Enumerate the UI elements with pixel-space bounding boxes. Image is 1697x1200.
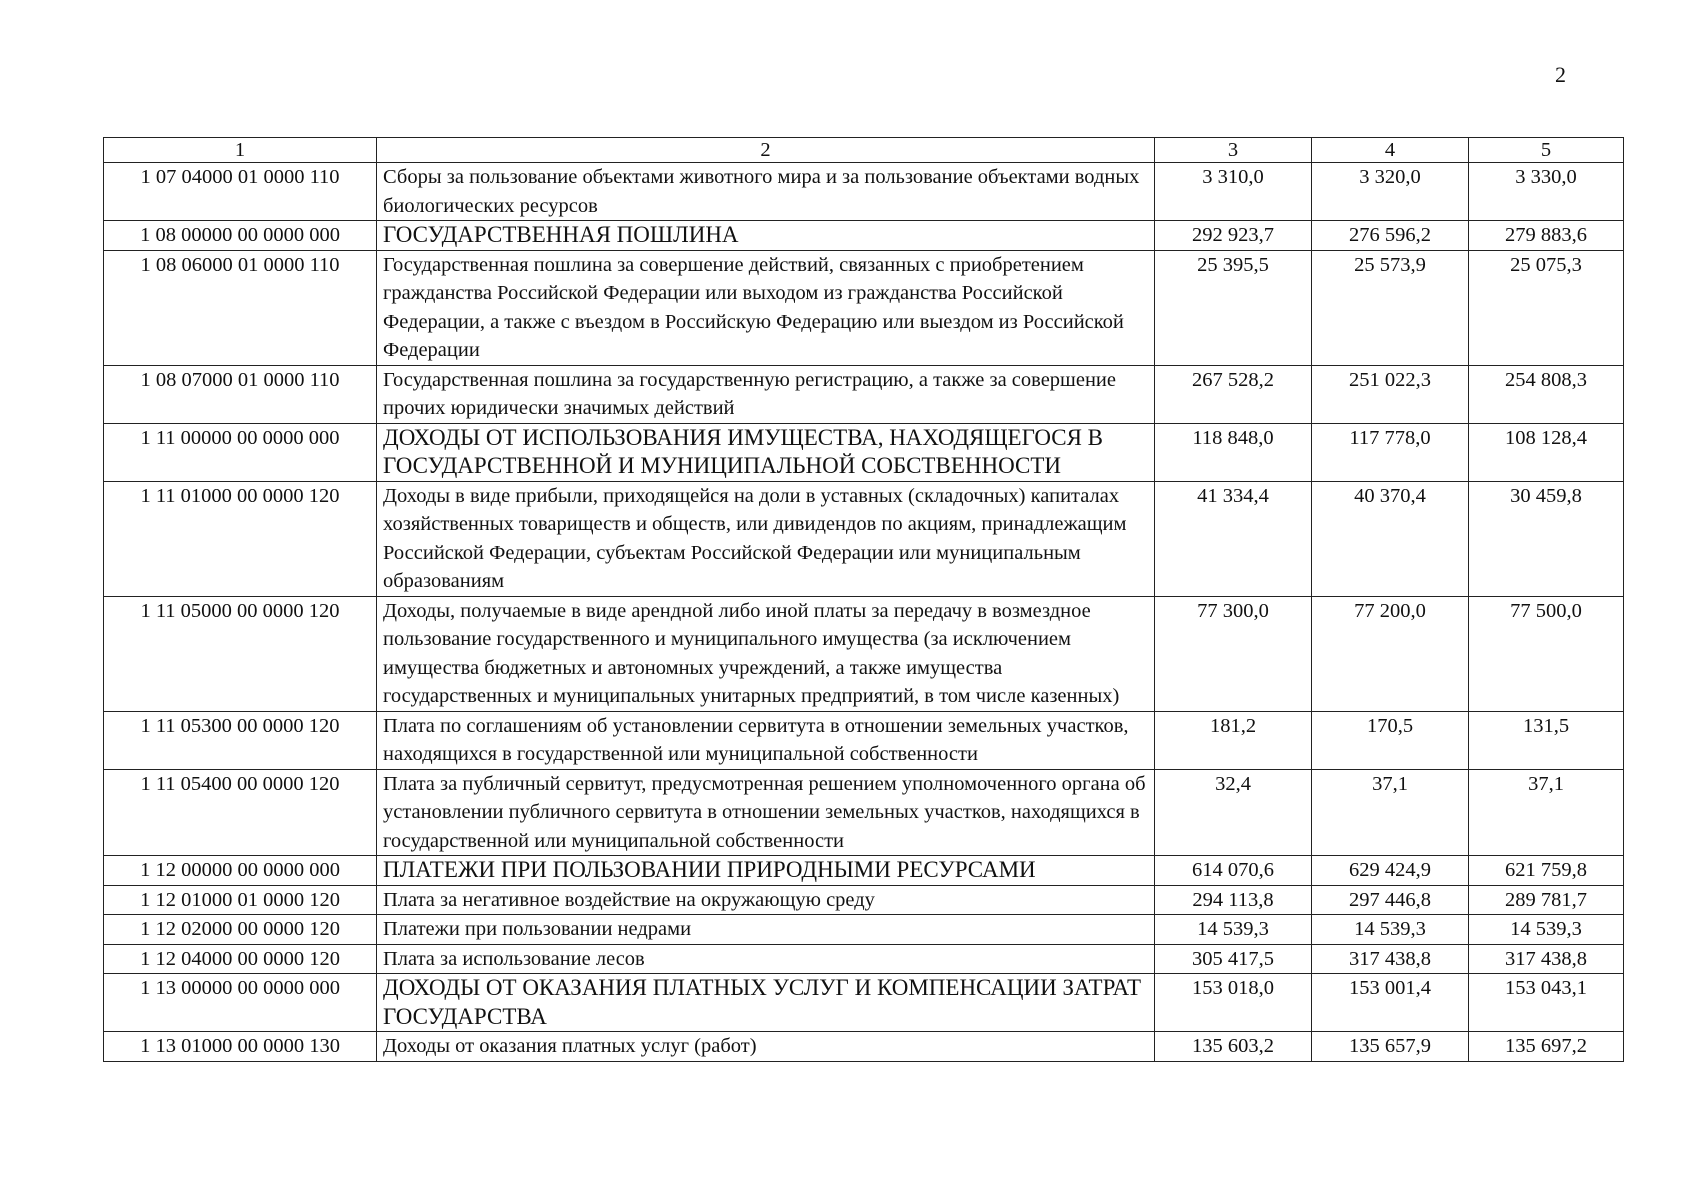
header-row <box>104 138 1624 163</box>
value-col-4: 153 001,4 <box>1312 974 1469 1032</box>
value-col-5: 621 759,8 <box>1469 856 1624 886</box>
value-col-4: 77 200,0 <box>1312 596 1469 711</box>
value-col-3: 77 300,0 <box>1155 596 1312 711</box>
kbk-code: 1 11 01000 00 0000 120 <box>104 481 377 596</box>
value-col-4: 117 778,0 <box>1312 423 1469 481</box>
revenue-name: Плата за использование лесов <box>377 944 1155 974</box>
kbk-code: 1 12 04000 00 0000 120 <box>104 944 377 974</box>
table-row <box>104 856 1624 886</box>
value-col-4: 629 424,9 <box>1312 856 1469 886</box>
value-col-5: 108 128,4 <box>1469 423 1624 481</box>
value-col-4: 3 320,0 <box>1312 163 1469 221</box>
value-col-5: 37,1 <box>1469 769 1624 856</box>
value-col-5: 153 043,1 <box>1469 974 1624 1032</box>
revenue-name: Доходы в виде прибыли, приходящейся на доли в уставных (складочных) капиталах хозяйственных товариществ и обществ, или дивидендов по акциям, принадлежащим Российской Федерации, субъектам Российской Федерации или муниципальным образованиям <box>377 481 1155 596</box>
table-row <box>104 481 1624 596</box>
table-row <box>104 711 1624 769</box>
revenue-name: Доходы от оказания платных услуг (работ) <box>377 1032 1155 1062</box>
table-row <box>104 944 1624 974</box>
table-row <box>104 769 1624 856</box>
value-col-5: 30 459,8 <box>1469 481 1624 596</box>
value-col-5: 254 808,3 <box>1469 365 1624 423</box>
value-col-3: 118 848,0 <box>1155 423 1312 481</box>
table-row <box>104 974 1624 1032</box>
kbk-code: 1 11 05400 00 0000 120 <box>104 769 377 856</box>
value-col-3: 3 310,0 <box>1155 163 1312 221</box>
revenue-name: Плата за публичный сервитут, предусмотренная решением уполномоченного органа об установлении публичного сервитута в отношении земельных участков, находящихся в государственной или муниципальной собственности <box>377 769 1155 856</box>
value-col-4: 14 539,3 <box>1312 915 1469 945</box>
value-col-5: 25 075,3 <box>1469 250 1624 365</box>
kbk-code: 1 11 00000 00 0000 000 <box>104 423 377 481</box>
value-col-5: 317 438,8 <box>1469 944 1624 974</box>
value-col-3: 614 070,6 <box>1155 856 1312 886</box>
table-row <box>104 915 1624 945</box>
value-col-5: 131,5 <box>1469 711 1624 769</box>
revenue-name: ДОХОДЫ ОТ ИСПОЛЬЗОВАНИЯ ИМУЩЕСТВА, НАХОДЯЩЕГОСЯ В ГОСУДАРСТВЕННОЙ И МУНИЦИПАЛЬНОЙ СОБСТВЕННОСТИ <box>377 423 1155 481</box>
value-col-4: 276 596,2 <box>1312 221 1469 251</box>
revenue-name: Плата за негативное воздействие на окружающую среду <box>377 885 1155 915</box>
budget-table <box>103 137 1624 1062</box>
kbk-code: 1 08 07000 01 0000 110 <box>104 365 377 423</box>
value-col-5: 279 883,6 <box>1469 221 1624 251</box>
table-row <box>104 596 1624 711</box>
revenue-name: Государственная пошлина за совершение действий, связанных с приобретением гражданства Российской Федерации или выходом из гражданства Российской Федерации, а также с въездом в Российскую Федерацию или выездом из Российской Федерации <box>377 250 1155 365</box>
table-row <box>104 163 1624 221</box>
value-col-4: 170,5 <box>1312 711 1469 769</box>
table-body <box>104 163 1624 1062</box>
value-col-3: 14 539,3 <box>1155 915 1312 945</box>
value-col-3: 25 395,5 <box>1155 250 1312 365</box>
kbk-code: 1 12 01000 01 0000 120 <box>104 885 377 915</box>
value-col-3: 181,2 <box>1155 711 1312 769</box>
kbk-code: 1 11 05000 00 0000 120 <box>104 596 377 711</box>
value-col-3: 292 923,7 <box>1155 221 1312 251</box>
revenue-name: Сборы за пользование объектами животного мира и за пользование объектами водных биологических ресурсов <box>377 163 1155 221</box>
value-col-4: 25 573,9 <box>1312 250 1469 365</box>
table-row <box>104 221 1624 251</box>
kbk-code: 1 08 06000 01 0000 110 <box>104 250 377 365</box>
kbk-code: 1 08 00000 00 0000 000 <box>104 221 377 251</box>
kbk-code: 1 13 00000 00 0000 000 <box>104 974 377 1032</box>
revenue-name: Доходы, получаемые в виде арендной либо иной платы за передачу в возмездное пользование государственного и муниципального имущества (за исключением имущества бюджетных и автономных учреждений, а также имущества государственных и муниципальных унитарных предприятий, в том числе казенных) <box>377 596 1155 711</box>
value-col-5: 135 697,2 <box>1469 1032 1624 1062</box>
page-number: 2 <box>1555 62 1566 87</box>
column-header: 5 <box>1469 138 1624 163</box>
value-col-3: 41 334,4 <box>1155 481 1312 596</box>
kbk-code: 1 11 05300 00 0000 120 <box>104 711 377 769</box>
column-header: 1 <box>104 138 377 163</box>
kbk-code: 1 12 02000 00 0000 120 <box>104 915 377 945</box>
table-row <box>104 1032 1624 1062</box>
value-col-5: 14 539,3 <box>1469 915 1624 945</box>
value-col-4: 251 022,3 <box>1312 365 1469 423</box>
value-col-3: 267 528,2 <box>1155 365 1312 423</box>
revenue-name: ДОХОДЫ ОТ ОКАЗАНИЯ ПЛАТНЫХ УСЛУГ И КОМПЕНСАЦИИ ЗАТРАТ ГОСУДАРСТВА <box>377 974 1155 1032</box>
value-col-4: 135 657,9 <box>1312 1032 1469 1062</box>
revenue-name: Платежи при пользовании недрами <box>377 915 1155 945</box>
table-row <box>104 250 1624 365</box>
column-header: 2 <box>377 138 1155 163</box>
revenue-name: ГОСУДАРСТВЕННАЯ ПОШЛИНА <box>377 221 1155 251</box>
value-col-4: 37,1 <box>1312 769 1469 856</box>
value-col-3: 153 018,0 <box>1155 974 1312 1032</box>
revenue-name: Плата по соглашениям об установлении сервитута в отношении земельных участков, находящихся в государственной или муниципальной собственности <box>377 711 1155 769</box>
value-col-4: 40 370,4 <box>1312 481 1469 596</box>
kbk-code: 1 12 00000 00 0000 000 <box>104 856 377 886</box>
kbk-code: 1 13 01000 00 0000 130 <box>104 1032 377 1062</box>
table-row <box>104 885 1624 915</box>
revenue-name: ПЛАТЕЖИ ПРИ ПОЛЬЗОВАНИИ ПРИРОДНЫМИ РЕСУРСАМИ <box>377 856 1155 886</box>
value-col-3: 305 417,5 <box>1155 944 1312 974</box>
value-col-4: 297 446,8 <box>1312 885 1469 915</box>
value-col-5: 77 500,0 <box>1469 596 1624 711</box>
value-col-5: 3 330,0 <box>1469 163 1624 221</box>
revenue-name: Государственная пошлина за государственную регистрацию, а также за совершение прочих юридически значимых действий <box>377 365 1155 423</box>
column-header: 4 <box>1312 138 1469 163</box>
value-col-3: 135 603,2 <box>1155 1032 1312 1062</box>
value-col-4: 317 438,8 <box>1312 944 1469 974</box>
value-col-5: 289 781,7 <box>1469 885 1624 915</box>
table-row <box>104 365 1624 423</box>
kbk-code: 1 07 04000 01 0000 110 <box>104 163 377 221</box>
value-col-3: 294 113,8 <box>1155 885 1312 915</box>
column-header: 3 <box>1155 138 1312 163</box>
table-row <box>104 423 1624 481</box>
value-col-3: 32,4 <box>1155 769 1312 856</box>
